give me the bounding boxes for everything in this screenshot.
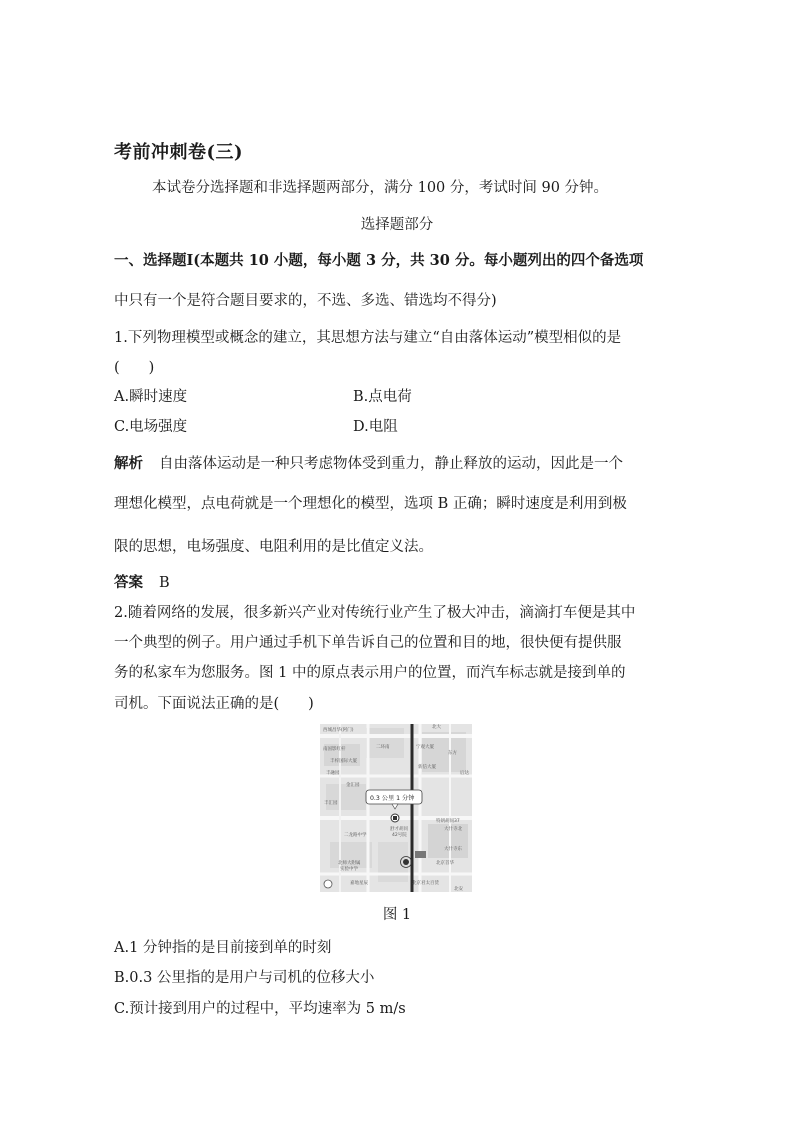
map-label-16: 舒才胡同 bbox=[390, 827, 408, 832]
answer-label: 答案 bbox=[114, 574, 143, 591]
map-label-4: 金汇园 bbox=[346, 783, 360, 788]
exam-intro: 本试卷分选择题和非选择题两部分，满分 100 分，考试时间 90 分钟。 bbox=[152, 180, 609, 196]
map-label-22: 新信大厦 bbox=[418, 765, 436, 770]
part1-line2: 中只有一个是符合题目要求的，不选、多选、错选均不得分) bbox=[114, 293, 497, 309]
q1-answer bbox=[114, 571, 170, 592]
map-label-20: 二环南 bbox=[376, 745, 390, 750]
map-label-10: 北京君太百货 bbox=[412, 881, 439, 886]
map-label-6: 二龙路中学 bbox=[344, 833, 367, 838]
map-label-5: 丰汇园 bbox=[324, 801, 338, 806]
answer-value: B bbox=[159, 575, 170, 591]
q2-option-c: C.预计接到用户的过程中，平均速率为 5 m/s bbox=[114, 1001, 406, 1017]
analysis-text-1: 自由落体运动是一种只考虑物体受到重力，静止释放的运动，因此是一个 bbox=[159, 456, 623, 472]
q2-line1: 2.随着网络的发展，很多新兴产业对传统行业产生了极大冲击，滴滴打车便是其中 bbox=[114, 605, 636, 621]
map-label-23: 北大 bbox=[432, 725, 441, 730]
map-label-0: 西城昌华(阿门) bbox=[323, 728, 354, 733]
map-label-18: 东方 bbox=[448, 751, 457, 756]
map-label-13: 大什寺北 bbox=[444, 827, 462, 832]
q1-option-c: C.电场强度 bbox=[114, 419, 188, 435]
part1-heading: 一、选择题Ⅰ(本题共 10 小题，每小题 3 分，共 30 分。每小题列出的四个备选项 bbox=[114, 252, 644, 269]
q1-analysis-line2: 理想化模型，点电荷就是一个理想化的模型，选项 B 正确；瞬时速度是利用到极 bbox=[114, 496, 627, 512]
q2-option-a: A.1 分钟指的是目前接到单的时刻 bbox=[114, 940, 332, 956]
map-label-21: 宁观大厦 bbox=[416, 745, 434, 750]
section-title: 选择题部分 bbox=[360, 217, 434, 233]
map-graphic bbox=[320, 724, 472, 892]
map-label-15: 北京首华 bbox=[436, 861, 454, 866]
q1-analysis-line3: 限的思想，电场强度、电阻利用的是比值定义法。 bbox=[114, 539, 433, 555]
map-label-11: 北安 bbox=[454, 887, 463, 892]
map-figure bbox=[320, 724, 472, 892]
map-label-2: 丰梓国际大厦 bbox=[330, 759, 357, 764]
map-label-9: 嘉地星辰 bbox=[350, 881, 368, 886]
q2-option-b: B.0.3 公里指的是用户与司机的位移大小 bbox=[114, 970, 375, 986]
q1-paren: ( ) bbox=[114, 360, 155, 376]
q2-line3: 务的私家车为您服务。图 1 中的原点表示用户的位置，而汽车标志就是接到单的 bbox=[114, 665, 626, 681]
q1-analysis-line1 bbox=[114, 452, 623, 473]
q2-line4: 司机。下面说法正确的是( ) bbox=[114, 696, 314, 712]
map-label-8: 实验中学 bbox=[340, 867, 358, 872]
figure-caption: 图 1 bbox=[382, 907, 412, 923]
map-label-12: 大什寺东 bbox=[444, 847, 462, 852]
q2-line2: 一个典型的例子。用户通过手机下单告诉自己的位置和目的地，很快便有提供服 bbox=[114, 635, 622, 651]
part1-line1 bbox=[114, 249, 643, 270]
q1-option-a: A.瞬时速度 bbox=[114, 389, 188, 405]
map-label-19: 后达 bbox=[460, 771, 469, 776]
map-label-17: 42号院 bbox=[392, 833, 407, 838]
map-label-14: 特朗胡同37 bbox=[436, 819, 460, 824]
map-label-7: 北师大附属 bbox=[338, 861, 361, 866]
map-label-3: 丰融园 bbox=[326, 771, 340, 776]
map-label-1: 南国影红杆 bbox=[323, 747, 346, 752]
analysis-label: 解析 bbox=[114, 455, 143, 472]
q1-option-d: D.电阻 bbox=[353, 419, 398, 435]
q1-stem: 1.下列物理模型或概念的建立，其思想方法与建立“自由落体运动”模型相似的是 bbox=[114, 330, 622, 346]
map-bubble-text: 0.3 公里 1 分钟 bbox=[370, 795, 415, 802]
q1-option-b: B.点电荷 bbox=[353, 389, 412, 405]
page-title: 考前冲刺卷(三) bbox=[114, 142, 244, 163]
